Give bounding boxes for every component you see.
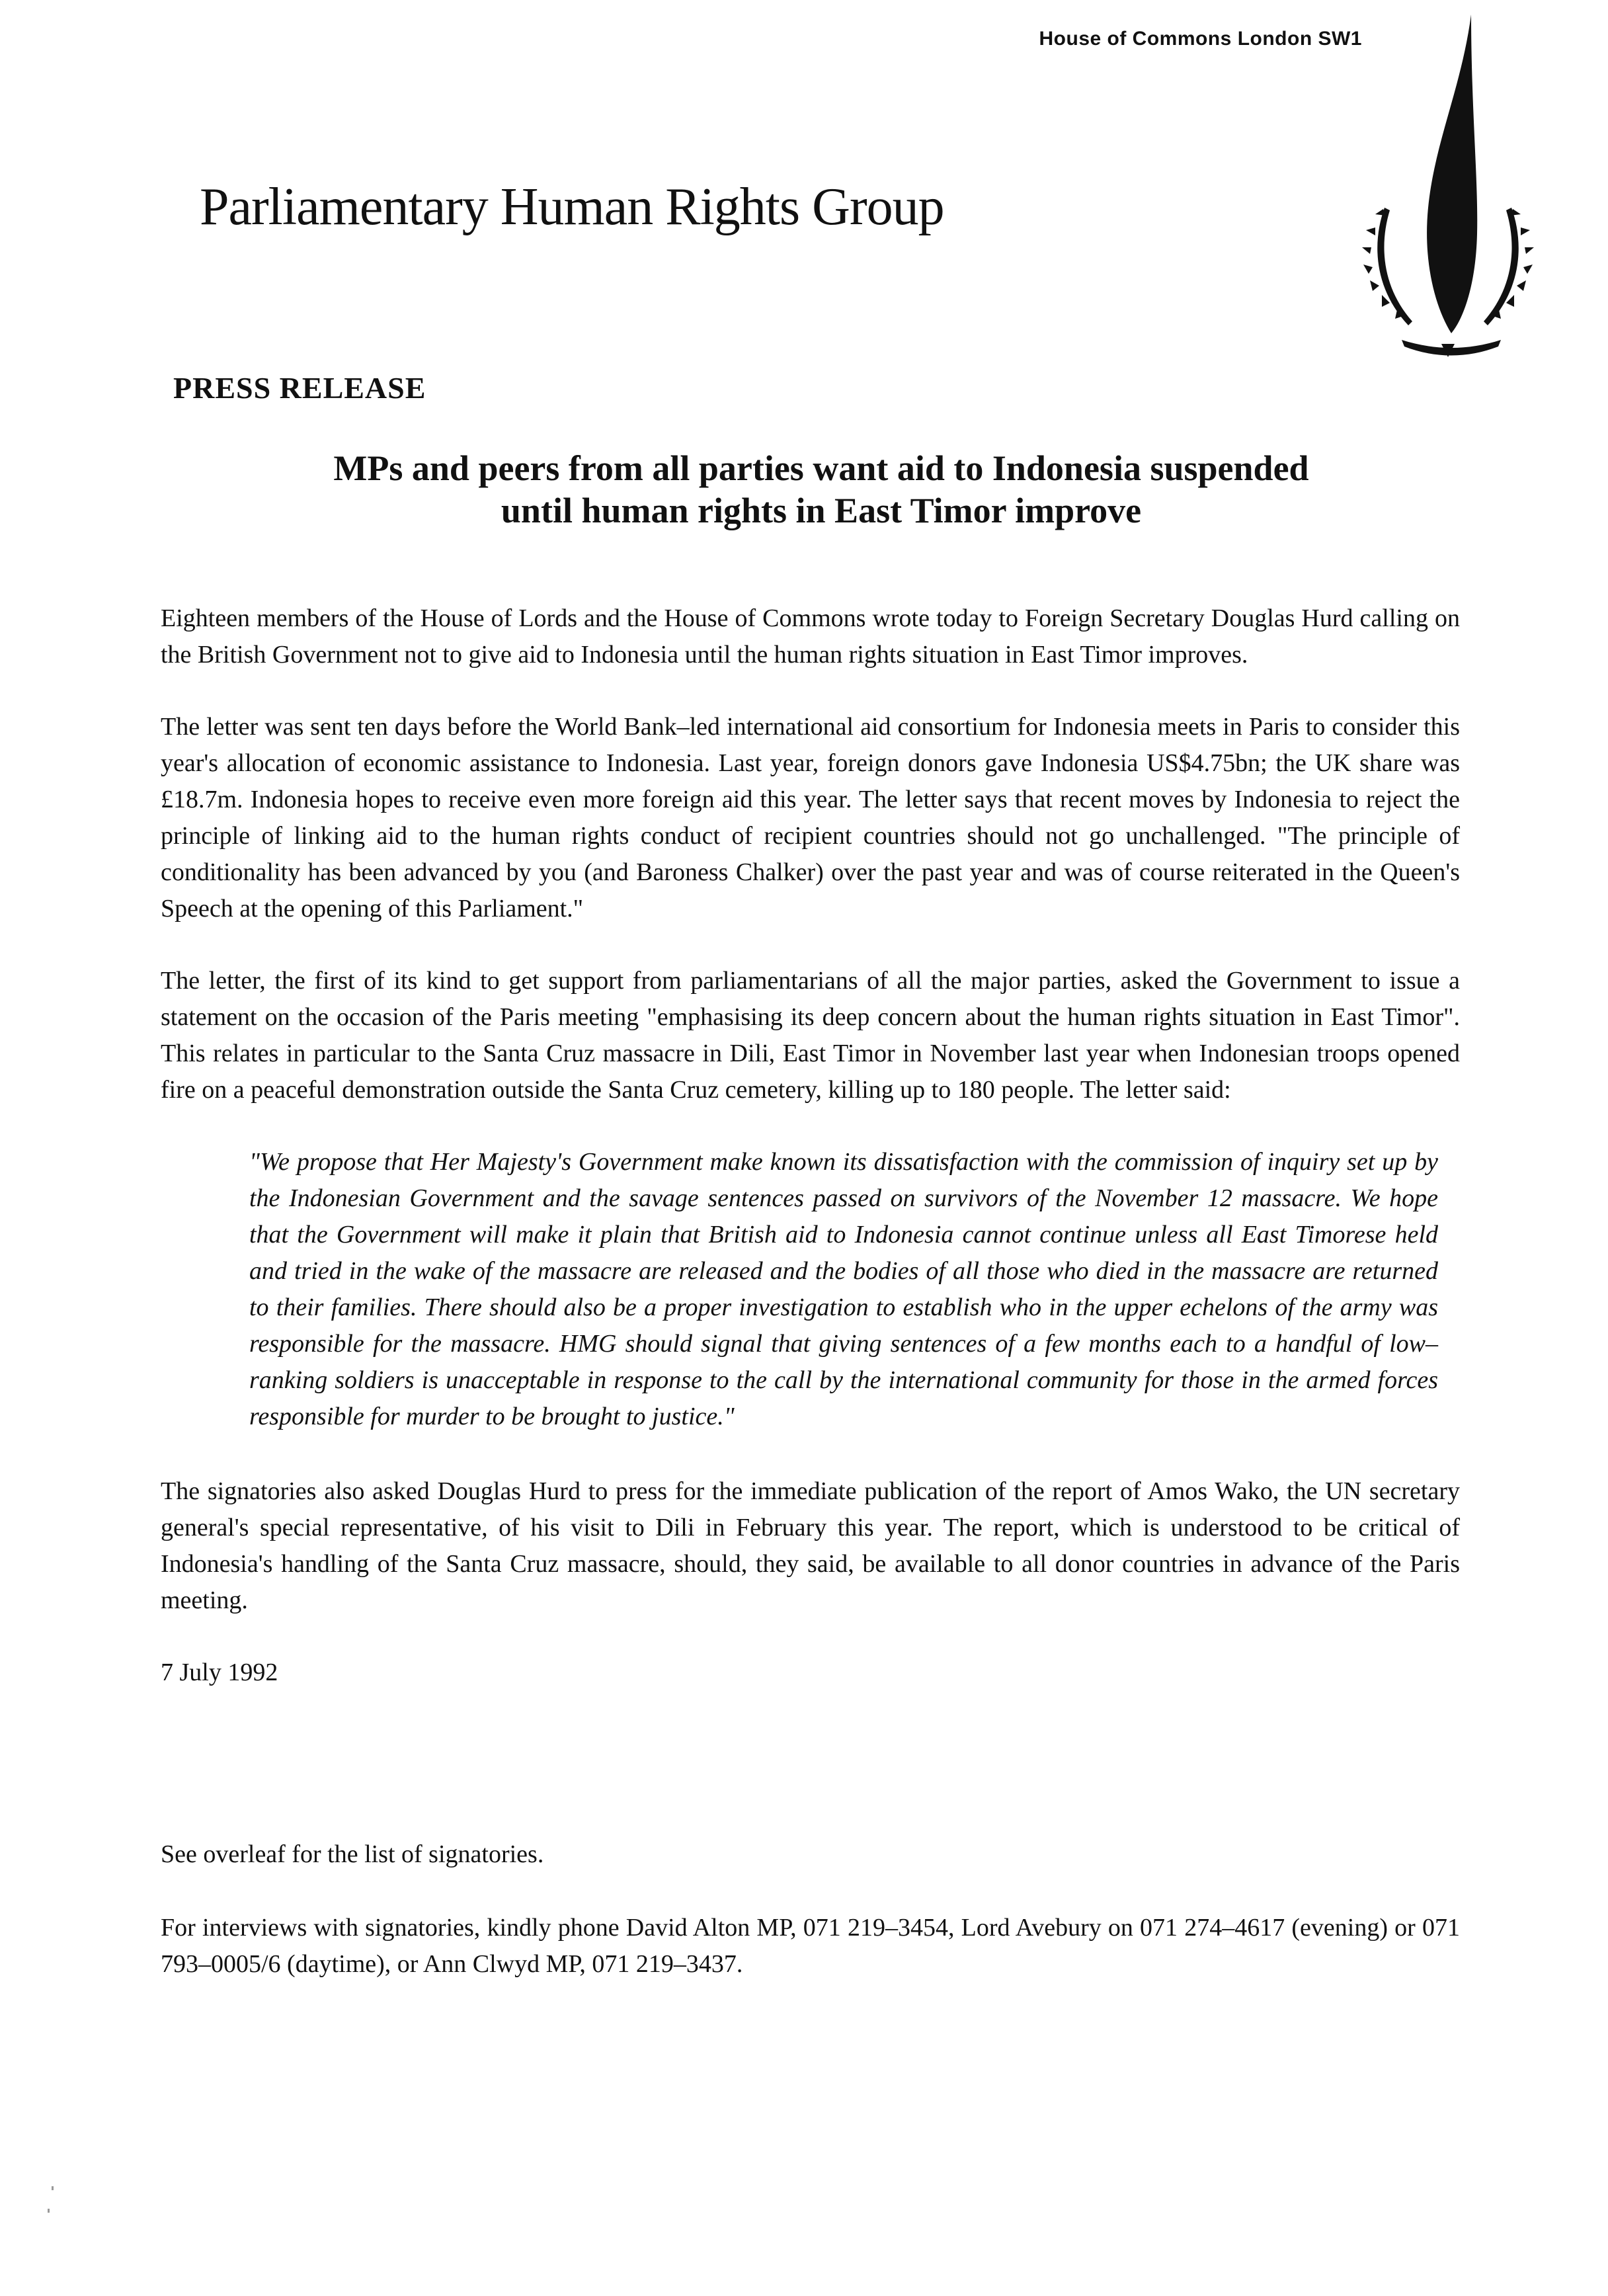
closing-paragraph: The signatories also asked Douglas Hurd to press for the immediate publication of the report of Amos Wako, the UN secretary general's special representative, of his visit to Dili in February this year. The report, which is understood to be critical of Indonesia's handling of the Santa Cruz massacre, should, they said, be available to all donor countries in advance of the Paris meeting.	[161, 1477, 1460, 1614]
scan-speck	[52, 2186, 54, 2190]
scan-speck	[48, 2209, 50, 2213]
organization-name: Parliamentary Human Rights Group	[200, 178, 944, 236]
press-release-label: PRESS RELEASE	[173, 371, 426, 405]
letter-quote: "We propose that Her Majesty's Government make known its dissatisfaction with the commission of inquiry set up by the Indonesian Government and the savage sentences passed on survivors of the November 12 massacre. We hope that the Government will make it plain that British aid to Indonesia cannot continue unless all East Timorese held and tried in the wake of the massacre are released and the bodies of all those who died in the massacre are returned to their families. There should also be a proper investigation to establish who in the upper echelons of the army was responsible for the massacre. HMG should signal that giving sentences of a few months each to a handful of low–ranking soldiers is unacceptable in response to the call by the international community for those in the armed forces responsible for murder to be brought to justice."	[249, 1148, 1438, 1430]
headline-line-2: until human rights in East Timor improve	[501, 491, 1142, 530]
release-date: 7 July 1992	[161, 1659, 278, 1686]
paragraph-2: The letter was sent ten days before the World Bank–led international aid consortium for Indonesia meets in Paris to consider this year's allocation of economic assistance to Indonesia. Last year, foreign donors gave Indonesia US$4.75bn; the UK share was £18.7m. Indonesia hopes to receive even more foreign aid this year. The letter says that recent moves by Indonesia to reject the principle of linking aid to the human rights conduct of recipient countries should not go unchallenged. "The principle of conditionality has been advanced by you (and Baroness Chalker) over the past year and was of course reiterated in the Queen's Speech at the opening of this Parliament."	[161, 713, 1460, 922]
address: House of Commons London SW1	[1039, 28, 1362, 50]
headline-line-1: MPs and peers from all parties want aid to Indonesia suspended	[333, 448, 1309, 488]
contact-info: For interviews with signatories, kindly phone David Alton MP, 071 219–3454, Lord Avebury on 071 274–4617 (evening) or 071 793–0005/6 (daytime), or Ann Clwyd MP, 071 219–3437.	[161, 1914, 1460, 1978]
headline	[173, 447, 1469, 532]
flame-laurel-icon	[1336, 9, 1560, 366]
body-text	[161, 600, 1460, 2018]
paragraph-1: Eighteen members of the House of Lords and the House of Commons wrote today to Foreign Secretary Douglas Hurd calling on the British Government not to give aid to Indonesia until the human rights situation in East Timor improves.	[161, 604, 1460, 669]
overleaf-note: See overleaf for the list of signatories.	[161, 1840, 544, 1868]
paragraph-3: The letter, the first of its kind to get support from parliamentarians of all the major parties, asked the Government to issue a statement on the occasion of the Paris meeting "emphasising its deep concern about the human rights situation in East Timor". This relates in particular to the Santa Cruz massacre in Dili, East Timor in November last year when Indonesian troops opened fire on a peaceful demonstration outside the Santa Cruz cemetery, killing up to 180 people. The letter said:	[161, 967, 1460, 1104]
